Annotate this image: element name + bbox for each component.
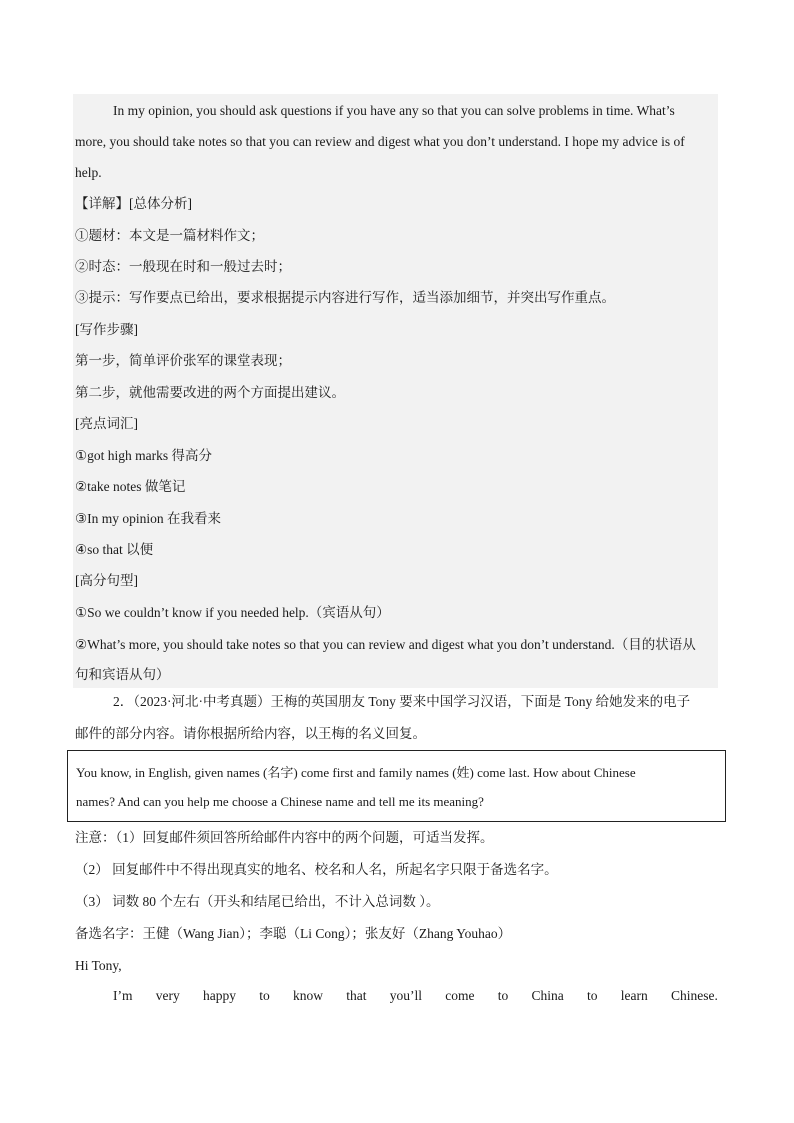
note-item: （2） 回复邮件中不得出现真实的地名、校名和人名，所起名字只限于备选名字。 <box>75 862 558 877</box>
answer-word: learn <box>620 988 648 1003</box>
step-item: 第二步，就他需要改进的两个方面提出建议。 <box>75 385 345 400</box>
answer-opening-line <box>113 988 718 1004</box>
note-item: 注意：（1）回复邮件须回答所给邮件内容中的两个问题，可适当发挥。 <box>75 830 494 845</box>
answer-word: to <box>259 988 270 1003</box>
passage-line-3: help. <box>75 165 102 180</box>
email-line-1: You know, in English, given names (名字) come first and family names (姓) come last. How about Chinese <box>76 765 636 780</box>
answer-word: to <box>497 988 509 1003</box>
step-item: 第一步，简单评价张军的课堂表现； <box>75 353 291 368</box>
passage-line-2: more, you should take notes so that you can review and digest what you don’t understand. I hope my advice is of <box>75 134 685 149</box>
answer-word: know <box>293 988 324 1003</box>
email-line-2: names? And can you help me choose a Chinese name and tell me its meaning? <box>76 794 484 809</box>
question-2-text: 2．（2023·河北·中考真题）王梅的英国朋友 Tony 要来中国学习汉语，下面是 Tony 给她发来的电子 <box>113 694 691 709</box>
answer-word: happy <box>203 988 236 1003</box>
sentence-item-cont: 句和宾语从句） <box>75 667 170 682</box>
passage-line-1: In my opinion, you should ask questions if you have any so that you can solve problems in time. What’s <box>113 103 675 118</box>
answer-word: you’ll <box>389 988 423 1003</box>
vocab-item: ④so that 以便 <box>75 542 154 557</box>
analysis-heading: 【详解】[总体分析] <box>75 196 192 211</box>
answer-word: to <box>587 988 598 1003</box>
sentence-item: ②What’s more, you should take notes so that you can review and digest what you don’t understand.（目的状语从 <box>75 637 696 652</box>
analysis-item: ③提示：写作要点已给出，要求根据提示内容进行写作，适当添加细节，并突出写作重点。 <box>75 290 615 305</box>
answer-word: Chinese. <box>671 988 718 1003</box>
question-2-text-cont: 邮件的部分内容。请你根据所给内容，以王梅的名义回复。 <box>75 726 426 741</box>
answer-word: China <box>531 988 564 1003</box>
answer-word: very <box>155 988 180 1003</box>
vocab-item: ②take notes 做笔记 <box>75 479 186 494</box>
answer-word: come <box>445 988 475 1003</box>
note-item: （3） 词数 80 个左右（开头和结尾已给出，不计入总词数 ）。 <box>75 894 440 909</box>
letter-greeting: Hi Tony, <box>75 958 122 973</box>
answer-word: I’m <box>113 988 133 1003</box>
email-excerpt-box <box>67 750 726 822</box>
vocab-heading: [亮点词汇] <box>75 416 138 431</box>
vocab-item: ③In my opinion 在我看来 <box>75 511 221 526</box>
candidate-names: 备选名字：王健（Wang Jian）；李聪（Li Cong）；张友好（Zhang Youhao） <box>75 926 512 941</box>
analysis-item: ②时态：一般现在时和一般过去时； <box>75 259 291 274</box>
analysis-item: ①题材：本文是一篇材料作文； <box>75 228 264 243</box>
answer-word: that <box>346 988 367 1003</box>
vocab-item: ①got high marks 得高分 <box>75 448 212 463</box>
sentence-item: ①So we couldn’t know if you needed help.（宾语从句） <box>75 605 390 620</box>
sentences-heading: [高分句型] <box>75 573 138 588</box>
steps-heading: [写作步骤] <box>75 322 138 337</box>
